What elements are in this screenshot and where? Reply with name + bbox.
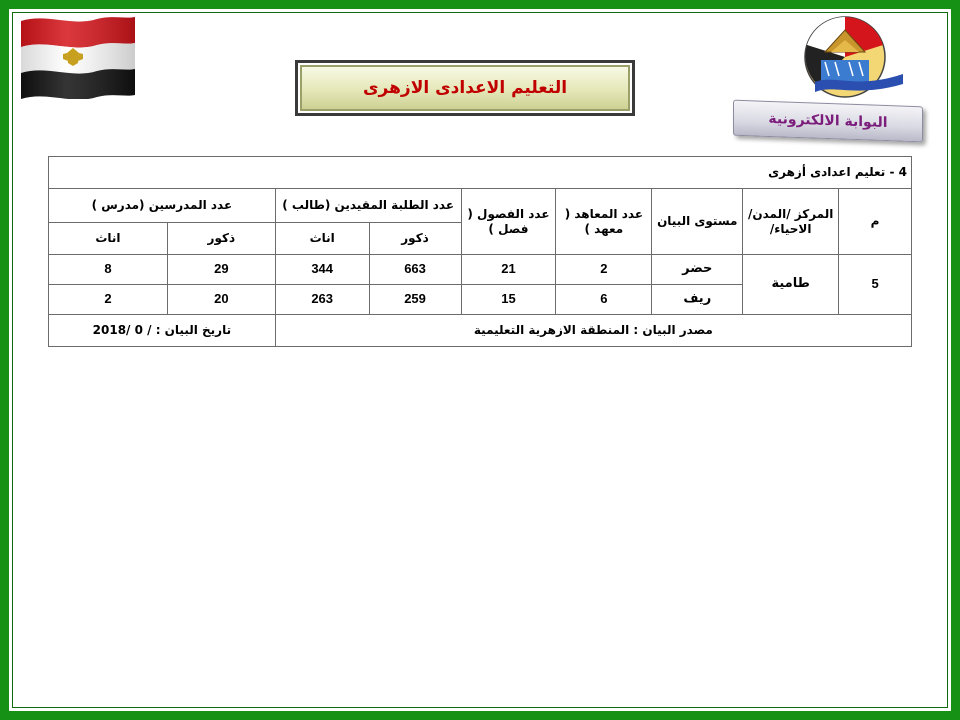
- cell-institutes: 2: [556, 255, 652, 285]
- cell-index: 5: [839, 255, 912, 315]
- header-institutes: عدد المعاهد ( معهد ): [556, 189, 652, 255]
- cell-level: حضر: [652, 255, 743, 285]
- governorate-logo-icon: [795, 12, 905, 102]
- cell-classes: 15: [461, 285, 556, 315]
- cell-classes: 21: [461, 255, 556, 285]
- page-title: التعليم الاعدادى الازهرى: [362, 78, 568, 98]
- cell-teachers-males: 20: [167, 285, 275, 315]
- header-students: عدد الطلبة المقيدين (طالب ): [275, 189, 461, 223]
- header-center: المركز /المدن/الاحياء/: [743, 189, 839, 255]
- e-portal-label: البوابة الالكترونية: [768, 110, 888, 132]
- egypt-flag-icon: [17, 13, 137, 99]
- cell-center: طامية: [743, 255, 839, 315]
- header-teachers-males: ذكور: [167, 223, 275, 255]
- page-title-box: [295, 60, 635, 116]
- data-date: تاريخ البيان : / 0 /2018: [49, 315, 276, 347]
- cell-teachers-females: 8: [49, 255, 168, 285]
- cell-level: ريف: [652, 285, 743, 315]
- cell-teachers-females: 2: [49, 285, 168, 315]
- cell-students-males: 663: [369, 255, 461, 285]
- azhar-prep-education-table: [48, 156, 912, 347]
- header-classes: عدد الفصول ( فصل ): [461, 189, 556, 255]
- cell-teachers-males: 29: [167, 255, 275, 285]
- e-portal-button[interactable]: [733, 100, 923, 143]
- data-source: مصدر البيان : المنطقة الازهرية التعليمية: [275, 315, 911, 347]
- cell-institutes: 6: [556, 285, 652, 315]
- cell-students-males: 259: [369, 285, 461, 315]
- header-teachers: عدد المدرسين (مدرس ): [49, 189, 276, 223]
- header-students-females: اناث: [275, 223, 369, 255]
- header-level: مستوى البيان: [652, 189, 743, 255]
- table-row: [49, 255, 912, 285]
- header-students-males: ذكور: [369, 223, 461, 255]
- header-teachers-females: اناث: [49, 223, 168, 255]
- header-index: م: [839, 189, 912, 255]
- cell-students-females: 263: [275, 285, 369, 315]
- section-title: 4 - تعليم اعدادى أزهرى: [49, 157, 912, 189]
- cell-students-females: 344: [275, 255, 369, 285]
